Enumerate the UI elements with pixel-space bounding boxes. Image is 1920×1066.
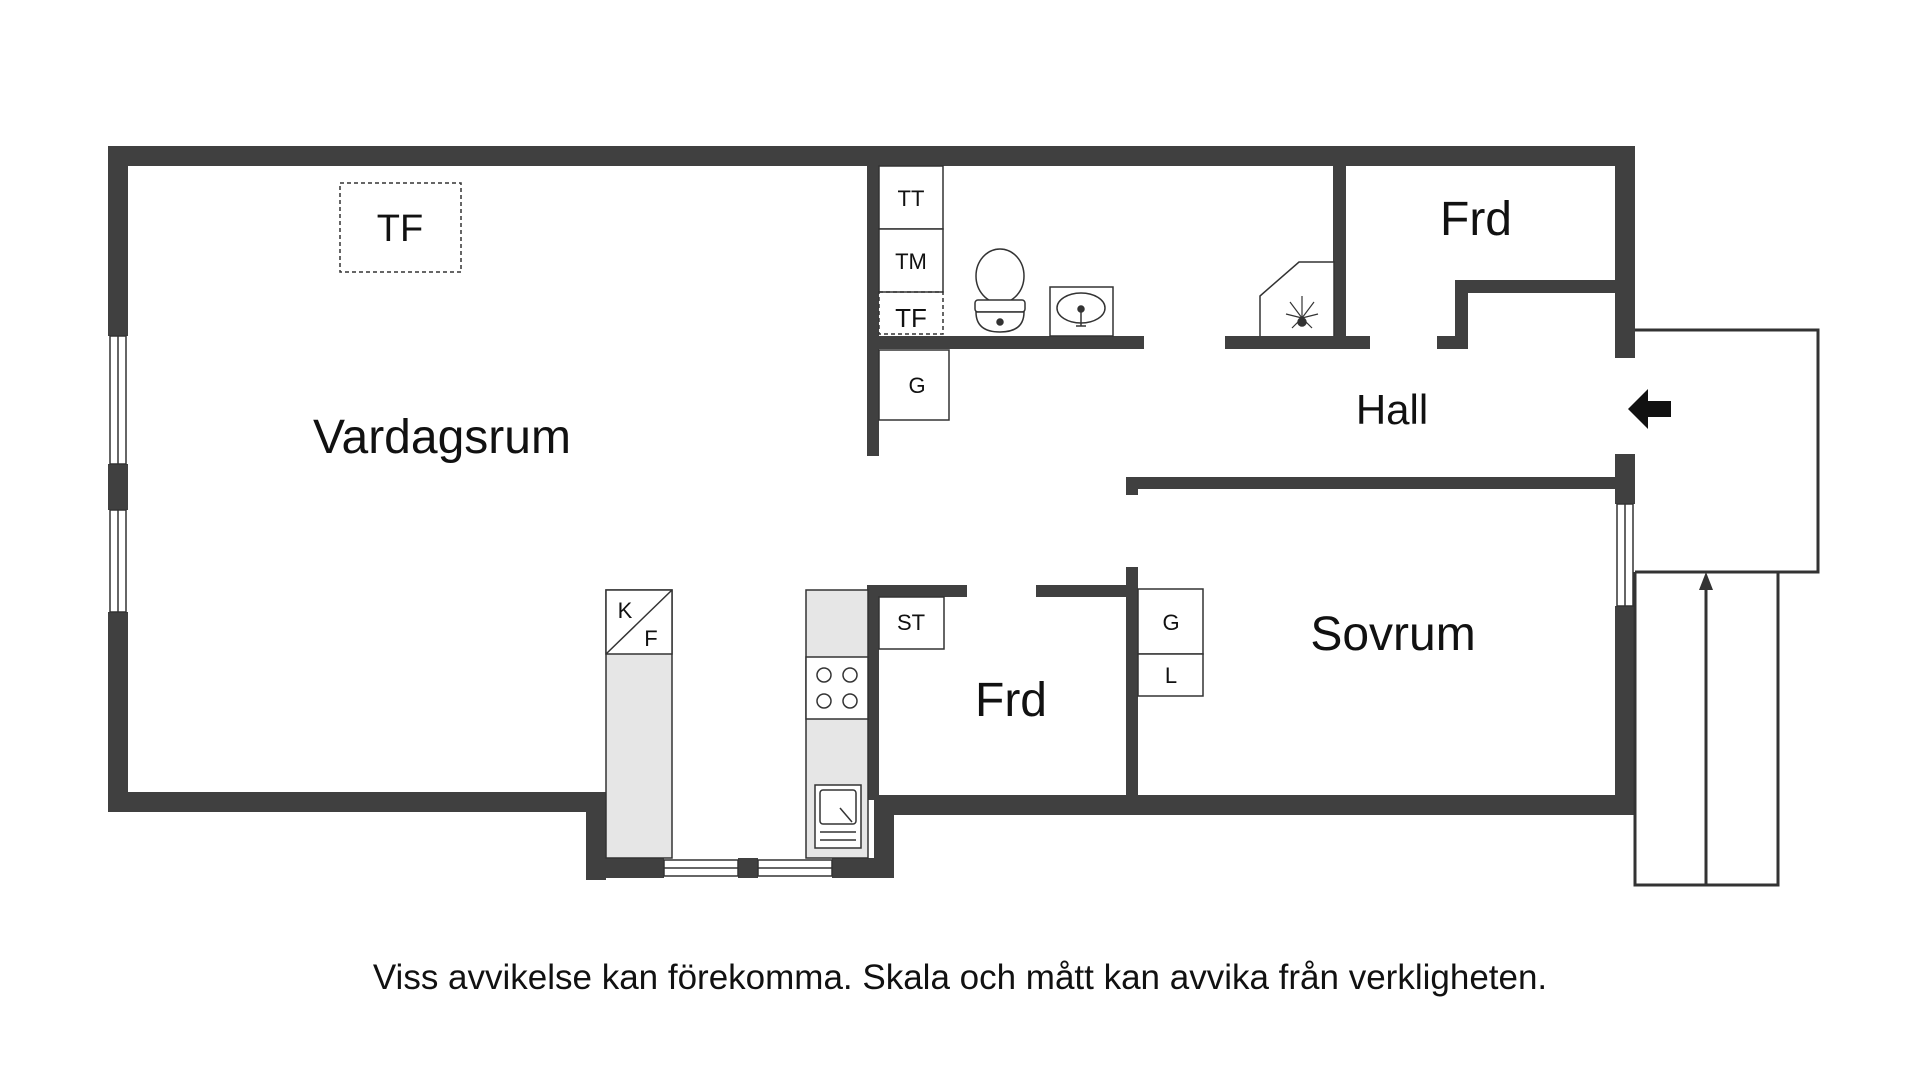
room-label-sovrum: Sovrum [1310, 608, 1476, 661]
shower-icon [1260, 262, 1334, 336]
toilet-icon [975, 249, 1025, 332]
tm-label: TM [895, 249, 927, 274]
f-label: F [644, 626, 658, 651]
st-label: ST [896, 610, 926, 635]
tf-living-label: TF [376, 208, 424, 250]
g-bath-label: G [908, 373, 926, 398]
entrance-arrow-icon [1628, 389, 1671, 429]
sink-icon [1050, 287, 1113, 336]
kitchen-sink-icon [815, 785, 861, 848]
stove-icon [806, 657, 868, 719]
kitchen-counter-left [606, 590, 672, 858]
tf-bath-label: TF [895, 303, 927, 333]
room-label-frd-top: Frd [1440, 193, 1512, 246]
room-label-hall: Hall [1355, 386, 1429, 433]
disclaimer-text: Viss avvikelse kan förekomma. Skala och mått kan avvika från verkligheten. [372, 958, 1548, 997]
room-label-vardagsrum: Vardagsrum [313, 411, 571, 464]
k-label: K [617, 598, 633, 623]
l-bedroom-label: L [1164, 663, 1178, 688]
room-label-frd-bottom: Frd [975, 674, 1047, 727]
tt-label: TT [897, 186, 925, 211]
stair-direction-arrow-icon [1699, 572, 1713, 590]
g-bedroom-label: G [1162, 610, 1180, 635]
